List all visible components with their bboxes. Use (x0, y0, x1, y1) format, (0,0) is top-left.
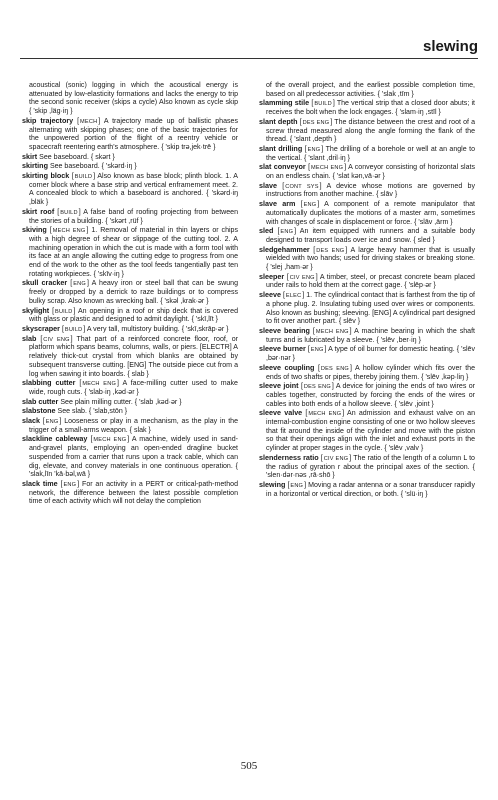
entry-term: skirt (22, 151, 38, 161)
dictionary-entry (259, 481, 475, 499)
pronunciation: { 'slak ,tīm } (378, 91, 414, 98)
entry-definition: A large heavy hammer that is usually wielded with two hands; used for driving stakes or breaking stone. (266, 246, 476, 263)
field-label: [ CIV ENG ] (287, 275, 318, 281)
field-label: [ CONT SYS ] (282, 184, 321, 190)
field-label: [ ENG ] (308, 347, 327, 353)
entry-term: slamming stile (259, 98, 310, 108)
dictionary-entry (259, 409, 475, 454)
field-label: [ BUILD ] (57, 210, 80, 216)
entry-term: sleeve burner (259, 344, 306, 354)
field-label: [ ENG ] (61, 482, 80, 488)
entry-definition: A type of oil burner for domestic heating. (328, 346, 455, 354)
page-number: 505 (240, 760, 258, 772)
pronunciation: { slēv } (339, 318, 360, 325)
entry-term: slave (259, 180, 277, 190)
pronunciation: { 'slēv ,kəp·liŋ } (421, 374, 468, 381)
field-label: [ ELEC ] (283, 293, 304, 299)
pronunciation: { 'slab·iŋ ,kəd·ər } (84, 389, 139, 396)
dictionary-entry (259, 273, 475, 291)
field-label: [ CIV ENG ] (40, 337, 72, 343)
entry-term: slewing (259, 479, 286, 489)
pronunciation: { 'skīv·iŋ } (94, 271, 124, 278)
entry-definition: The ratio of the length of a column L to the radius of gyration r about the principal axes of the section. (266, 454, 475, 471)
dictionary-entry (259, 200, 475, 227)
entry-term: slabbing cutter (22, 378, 76, 388)
right-column (259, 82, 475, 499)
dictionary-entry (259, 82, 475, 99)
entry-term: slenderness ratio (259, 452, 319, 462)
entry-term: slackline cableway (22, 434, 88, 444)
pronunciation: { 'slēv ,valv } (384, 445, 423, 452)
entry-term: slabstone (22, 406, 56, 416)
entry-term: sleeve coupling (259, 362, 315, 372)
entry-term: sleeve (259, 290, 281, 300)
pronunciation: { 'skī,skrāp·ər } (182, 326, 229, 333)
field-label: [ BUILD ] (311, 101, 334, 107)
entry-definition: A timber, steel, or precast concrete beam placed under rails to hold them at the correct gage. (266, 273, 475, 290)
entry-term: skull cracker (22, 278, 68, 288)
field-label: [ CIV ENG ] (321, 456, 351, 462)
entry-definition: Also known as base block; plinth block. 1. A corner block where a base strip and vertical enframement meet. 2. A concealed block to which a baseboard is anchored. (29, 173, 238, 198)
entry-definition: Moving a radar antenna or a sonar transducer rapidly in a horizontal or vertical direction, or both. (266, 481, 475, 498)
entry-term: skip trajectory (22, 115, 74, 125)
entry-term: slave arm (259, 199, 296, 209)
dictionary-entry (259, 99, 475, 117)
entry-definition: Looseness or play in a mechanism, as the play in the trigger of a small-arms weapon. (29, 418, 238, 434)
field-label: [ ENG ] (70, 281, 89, 287)
entry-term: sled (259, 226, 274, 236)
left-column (22, 82, 238, 507)
field-label: [ DES ENG ] (301, 384, 334, 390)
pronunciation: { 'slēv ,bər·nər } (266, 346, 475, 362)
dictionary-entry (22, 153, 238, 163)
entry-definition: A very tall, multistory building. (86, 325, 180, 333)
pronunciation: { 'skip trə,jek·trē } (161, 144, 215, 151)
pronunciation: { slak } (130, 427, 151, 434)
pronunciation: { 'skī,līt } (192, 316, 218, 323)
guide-word: slewing (422, 38, 478, 55)
entry-definition: 1. The cylindrical contact that is farthest from the tip of a phone plug. 2. Insulating tubing used over wires or components. Also known as bushing; sleeving. [ENG] A cylindrical part designed to fit over another part. (266, 292, 475, 326)
entry-definition: An opening in a roof or ship deck that is covered with glass or plastic and designed to admit daylight. (29, 307, 238, 324)
entry-term: sleeve valve (259, 408, 303, 418)
field-label: [ MECH ENG ] (90, 437, 129, 443)
entry-definition: A machine bearing in which the shaft turns and is lubricated by a sleeve. (266, 327, 475, 344)
entry-term: slab cutter (22, 396, 59, 406)
pronunciation: { 'slab ,kəd·ər } (135, 399, 182, 406)
entry-term: slack (22, 416, 40, 426)
pronunciation: { 'slāv ,ärm } (414, 219, 453, 226)
pronunciation: { 'skip ,läg·iŋ } (29, 108, 73, 115)
entry-term: skirting (22, 161, 48, 171)
pronunciation: { 'skərd·iŋ } (102, 163, 137, 170)
dictionary-entry (22, 480, 238, 507)
dictionary-entry (259, 345, 475, 363)
pronunciation: { 'slēv ,joint } (395, 401, 434, 408)
entry-definition: A false band of roofing projecting from between the stories of a building. (29, 208, 239, 225)
entry-definition: 1. Removal of material in thin layers or chips with a high degree of shear or slippage of the cutting tool. 2. A machining operation in which the cut is made with a form tool with its face at an angle allowing the cutting edge to progress from one end of the work to the other as the tool feeds tangentially past ten rotating workpieces. (29, 227, 238, 278)
entry-definition: A face-milling cutter used to make wide, rough cuts. (29, 380, 238, 396)
pronunciation: { 'skərd·iŋ ,bläk } (29, 190, 238, 206)
entry-definition: See baseboard. (49, 163, 100, 171)
pronunciation: { 'slant ,dril·iŋ } (304, 155, 350, 162)
dictionary-entry (22, 82, 238, 117)
field-label: [ ENG ] (43, 419, 62, 425)
dictionary-entry (22, 379, 238, 397)
field-label: [ ENG ] (305, 147, 324, 153)
entry-term: skirt roof (22, 206, 55, 216)
field-label: [ ENG ] (277, 229, 296, 235)
entry-definition: An item equipped with runners and a suitable body designed to transport loads over ice and snow. (266, 228, 475, 244)
field-label: [ DES ENG ] (313, 248, 347, 254)
dictionary-entry (22, 307, 238, 325)
entry-definition: A trajectory made up of ballistic phases alternating with skipping phases; one of the basic trajectories for the unpowered portion of the flight of a reentry vehicle or spacecraft reentering earth's atmosphere. (29, 117, 238, 151)
dictionary-entry (22, 435, 238, 480)
field-label: [ BUILD ] (62, 327, 85, 333)
entry-term: sleeper (259, 271, 285, 281)
dictionary-entry (22, 117, 238, 153)
field-label: [ DES ENG ] (318, 366, 352, 372)
dictionary-entry (259, 382, 475, 409)
dictionary-entry (22, 335, 238, 380)
entry-term: skirting block (22, 171, 70, 181)
pronunciation: { 'slak,līn 'kā·bəl,wā } (29, 463, 238, 479)
pronunciation: { slāv } (376, 191, 397, 198)
dictionary-entry (22, 407, 238, 417)
entry-definition: A machine, widely used in sand-and-gravel plants, employing an open-ended dragline bucket suspended from a carrier that runs upon a track cable, which can dig, elevate, and convey materials in one continuous operation. (29, 436, 238, 470)
field-label: [ BUILD ] (52, 309, 75, 315)
entry-definition: The vertical strip that a closed door abuts; it receives the bolt when the lock engages. (266, 100, 475, 117)
entry-definition: A component of a remote manipulator that automatically duplicates the motions of a master arm, sometimes with changes of scale in displacement or force. (266, 201, 475, 226)
pronunciation: { 'slen·dər·nəs ,rā·shō } (266, 464, 475, 480)
entry-definition: A conveyor consisting of horizontal slats on an endless chain. (266, 164, 476, 181)
dictionary-entry (259, 145, 475, 163)
pronunciation: { 'slej ,ham·ər } (266, 264, 313, 271)
field-label: [ MECH ENG ] (50, 228, 89, 234)
entry-definition: acoustical (sonic) logging in which the acoustical energy is attenuated by low-elasticity formations and lacks the energy to trip the second sonic receiver (skips a cycle) Also known as cycle skip (29, 82, 238, 107)
entry-term: slat conveyor (259, 162, 306, 172)
pronunciation: { 'slant ,depth } (290, 136, 336, 143)
entry-term: slack time (22, 478, 58, 488)
dictionary-entry (22, 325, 238, 335)
dictionary-entry (259, 118, 475, 145)
entry-term: sleeve joint (259, 381, 299, 391)
dictionary-entry (22, 226, 238, 279)
entry-definition: of the overall project, and the earliest possible completion time, based on all predecessor activities. (266, 82, 475, 98)
field-label: [ DES ENG ] (300, 120, 333, 126)
entry-term: skyscraper (22, 323, 60, 333)
field-label: [ MECH ] (77, 119, 100, 125)
header-rule (20, 58, 478, 59)
entry-term: slant drilling (259, 143, 303, 153)
pronunciation: { 'slam·iŋ ,stīl } (395, 109, 441, 116)
field-label: [ MECH ENG ] (305, 411, 344, 417)
entry-term: skylight (22, 305, 50, 315)
entry-definition: A heavy iron or steel ball that can be swung freely or dropped by a derrick to raze buildings or to compress bulky scrap. Also known as wrecking ball. (29, 280, 238, 305)
pronunciation: { 'slēp·ər } (404, 282, 436, 289)
entry-definition: The drilling of a borehole or well at an angle to the vertical. (266, 145, 475, 162)
dictionary-entry (22, 172, 238, 208)
entry-definition: A hollow cylinder which fits over the ends of two shafts or pipes, thereby joining them. (266, 364, 475, 381)
dictionary-entry (259, 227, 475, 245)
entry-definition: A device whose motions are governed by instructions from another machine. (266, 182, 475, 199)
entry-definition: That part of a reinforced concrete floor, roof, or platform which spans beams, columns, walls, or piers. [ELECTR] A relatively thick-cut crystal from which blanks are obtained by subsequent transverse cutting. [ENG] The outside piece cut from a log when sawing it into boards. (29, 335, 238, 378)
dictionary-entry (259, 454, 475, 481)
pronunciation: { 'slü·iŋ } (401, 491, 428, 498)
entry-term: skiving (22, 225, 47, 235)
entry-definition: The distance between the crest and root of a screw thread measured along the angle forming the flank of the thread. (266, 118, 475, 144)
dictionary-entry (259, 182, 475, 200)
pronunciation: { sled } (413, 237, 435, 244)
dictionary-entry (259, 364, 475, 382)
pronunciation: { slab } (127, 371, 149, 378)
entry-term: slab (22, 333, 37, 343)
pronunciation: { 'skərt ,rüf } (105, 218, 142, 225)
field-label: [ ENG ] (301, 202, 320, 208)
pronunciation: { skərt } (91, 154, 115, 161)
entry-term: sleeve bearing (259, 325, 310, 335)
field-label: [ ENG ] (287, 483, 306, 489)
pronunciation: { 'slat kən,vā·ər } (333, 173, 385, 180)
field-label: [ MECH ENG ] (308, 165, 346, 171)
field-label: [ MECH ENG ] (79, 381, 119, 387)
dictionary-entry (259, 291, 475, 327)
field-label: [ BUILD ] (72, 174, 95, 180)
dictionary-entry (22, 417, 238, 435)
pronunciation: { 'skəl ,krak·ər } (160, 298, 208, 305)
dictionary-entry (259, 246, 475, 273)
dictionary-entry (22, 208, 238, 226)
entry-definition: See slab. (57, 408, 87, 416)
entry-definition: For an activity in a PERT or critical-path-method network, the difference between the latest possible completion time of each activity which will not delay the completion (29, 480, 238, 506)
entry-definition: A device for joining the ends of two wires or cables together, constructed by forcing the ends of the wires or cables into both ends of a hollow sleeve. (266, 383, 475, 408)
entry-term: slant depth (259, 116, 298, 126)
dictionary-entry (259, 327, 475, 345)
entry-term: sledgehammer (259, 244, 310, 254)
entry-definition: See plain milling cutter. (60, 398, 133, 406)
field-label: [ MECH ENG ] (313, 329, 352, 335)
entry-definition: See baseboard. (39, 153, 89, 161)
pronunciation: { 'slab,stōn } (89, 408, 127, 415)
dictionary-entry (22, 279, 238, 306)
pronunciation: { 'slēv ,ber·iŋ } (376, 337, 420, 344)
dictionary-entry (259, 163, 475, 181)
entry-definition: An admission and exhaust valve on an internal-combustion engine consisting of one or two hollow sleeves that fit around the inside of the cylinder and move with the piston so that their openings align with the inlet and exhaust ports in the cylinder at proper stages in the cycle. (266, 410, 475, 453)
